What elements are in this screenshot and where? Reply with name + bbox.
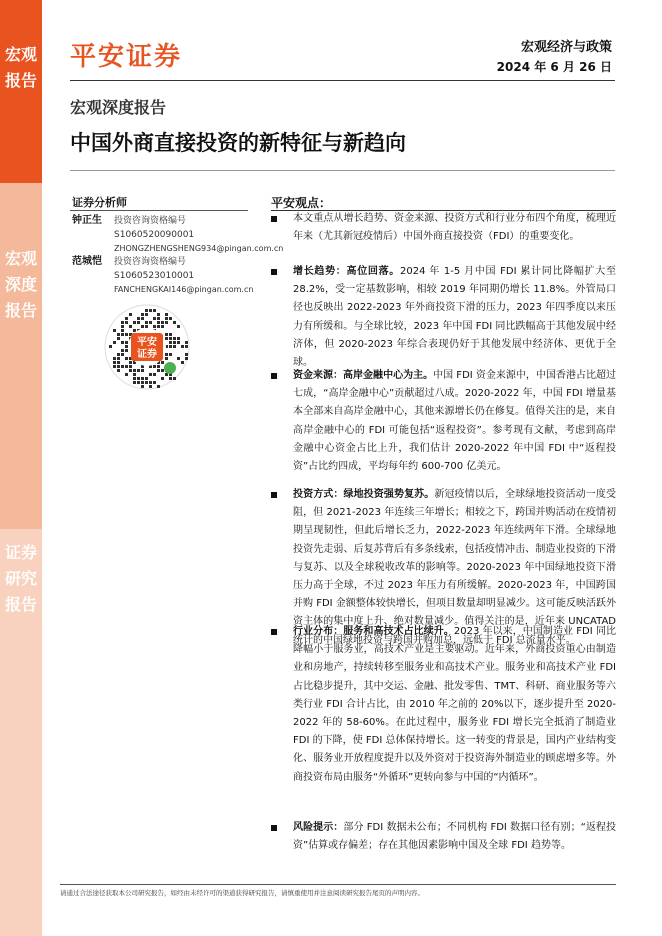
footer-disclaimer: 请通过合法途径获取本公司研究报告，如经由未经许可的渠道获得研究报告，请慎重使用并注意阅读研究报告尾页的声明内容。 (60, 889, 424, 897)
viewpoint-text: 部分 FDI 数据未公布；不同机构 FDI 数据口径有别；“返程投资”估算或存偏差；存在其他因素影响中国及全球 FDI 趋势等。 (293, 822, 617, 852)
bullet-square-icon (271, 629, 277, 635)
bullet-square-icon (271, 216, 277, 222)
analyst-divider (70, 210, 248, 211)
bullet-square-icon (271, 825, 277, 831)
side-label-macro-report: 宏观报告 (4, 45, 37, 90)
analyst-cert-label: 投资咨询资格编号 (114, 257, 187, 267)
side-label-deep-report: 宏观深度报告 (4, 249, 37, 320)
report-subtitle: 宏观深度报告 (70, 98, 167, 117)
viewpoint-lead: 增长趋势：高位回落。 (293, 266, 401, 277)
side-band-middle (0, 183, 42, 529)
analyst-email[interactable]: ZHONGZHENGSHENG934@pingan.com.cn (114, 244, 284, 253)
report-title: 中国外商直接投资的新特征与新趋向 (70, 131, 406, 155)
bullet-square-icon (271, 269, 277, 275)
footer-divider (60, 884, 616, 885)
viewpoint-item (271, 367, 616, 476)
logo-text: 平安证券 (70, 41, 183, 72)
title-divider (70, 170, 615, 171)
pingan-logo (70, 40, 183, 72)
analyst-email[interactable]: FANCHENGKAI146@pingan.com.cn (114, 285, 254, 294)
viewpoint-item (271, 263, 616, 372)
viewpoint-lead: 投资方式：绿地投资强势复苏。 (293, 489, 435, 500)
viewpoint-item (271, 623, 616, 787)
analyst-name: 范城恺 (72, 256, 102, 267)
bullet-square-icon (271, 373, 277, 379)
qr-center-text-1: 平安 (137, 337, 157, 348)
viewpoint-text: 中国 FDI 资金来源中，中国香港占比超过七成，“高岸金融中心”贡献超过八成。2020-2022 年，中国 FDI 增量基本全部来自高岸金融中心，其他来源增长仍在修复。值得关注的是，来自高岸金融中心的 FDI 可能包括“返程投资”。参考现有文献，考虑到高岸金融中心资金占比上升，我们估计 2020-2022 年中国 FDI 中“返程投资”占比约四成，平均每年约 600-700 亿美元。 (293, 370, 616, 473)
side-label-securities-research: 证券研究报告 (4, 543, 37, 614)
viewpoint-text: 本文重点从增长趋势、资金来源、投资方式和行业分布四个角度，梳理近年来（尤其新冠疫情后）中国外商直接投资（FDI）的重要变化。 (293, 213, 616, 243)
viewpoint-text: 新冠疫情以后，全球绿地投资活动一度受阻，但 2021-2023 年连续三年增长；相较之下，跨国并购活动在疫情初期呈现韧性，但此后增长乏力，2022-2023 年连续两年下滑。全球绿地投资先走弱、后复苏背后有多条线索，包括疫情冲击、制造业投资的下滑与复苏、以及全球税收改革的影响等。2020-2023 年中国绿地投资下滑压力高于全球，不过 2023 年压力有所缓解。2020-2023 年，中国跨国并购 FDI 金额整体较快增长，但项目数量却明显减少。这可能反映活跃外资主体的集中度上升、绝对数量减少。值得关注的是，近年来 UNCATAD 统计的中国绿地投资与跨国并购加总，远低于 FDI 总流量水平。 (293, 489, 617, 646)
analyst-cert-number: S1060520090001 (114, 230, 195, 240)
bullet-square-icon (271, 492, 277, 498)
viewpoint-item (271, 819, 616, 855)
qr-code-graphic (103, 303, 191, 391)
viewpoint-item (271, 210, 616, 246)
qr-code (103, 303, 191, 391)
viewpoint-text: 2023 年以来，中国制造业 FDI 同比降幅小于服务业，高技术产业是主要驱动。近年来，外商投资重心由制造业和房地产，持续转移至服务业和高技术产业。服务业和高技术产业 FDI 占比稳步提升，其中交运、金融、批发零售、TMT、科研、商业服务等六类行业 FDI 合计占比，由 2010 年之前的 20%以下，逐步提升至 2020-2022 年的 58-60%。在此过程中，服务业 FDI 增长完全抵消了制造业 FDI 的下降，使 FDI 总体保持增长。这一转变的背景是，国内产业结构变化、服务业开放程度提升以及外资对于投资海外制造业的顾虑增多等。外商投资布局由服务“外循环”更转向参与中国的“内循环”。 (293, 626, 616, 783)
header-divider (70, 80, 615, 81)
report-date: 2024 年 6 月 26 日 (496, 60, 612, 74)
analyst-name: 钟正生 (72, 215, 102, 226)
viewpoint-lead: 行业分布：服务和高技术占比续升。 (293, 626, 454, 637)
viewpoint-text: 2024 年 1-5 月中国 FDI 累计同比降幅扩大至 28.2%，受一定基数影响，相较 2019 年同期仍增长 11.8%。外管局口径也反映出 2022-2023 年外商投资下滑的压力，2023 年四季度以来压力有所缓和。与全球比较，2023 年中国 FDI 同比跌幅高于其他发展中经济体，但 2020-2023 年综合表现仍好于其他发展中经济体、更优于全球。 (293, 266, 617, 369)
analyst-heading: 证券分析师 (72, 196, 127, 209)
viewpoint-lead: 风险提示： (293, 822, 344, 833)
analyst-cert-number: S1060523010001 (114, 271, 195, 281)
viewpoint-lead: 资金来源：高岸金融中心为主。 (293, 370, 434, 381)
qr-center-text-2: 证券 (137, 349, 157, 360)
analyst-cert-label: 投资咨询资格编号 (114, 216, 187, 226)
report-category: 宏观经济与政策 (520, 40, 612, 55)
viewpoints-heading: 平安观点： (271, 196, 332, 210)
